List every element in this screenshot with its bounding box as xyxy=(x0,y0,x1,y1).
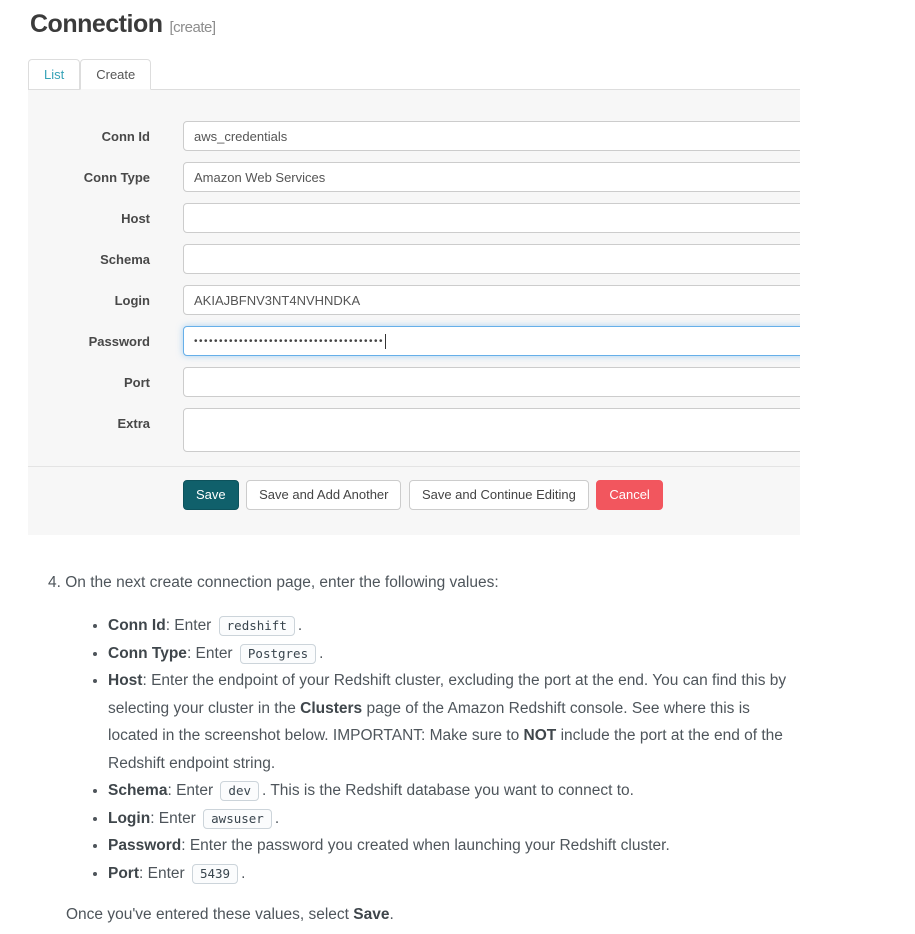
host-input[interactable] xyxy=(183,203,800,233)
port-label: Port xyxy=(124,375,150,390)
save-and-continue-editing-button[interactable]: Save and Continue Editing xyxy=(409,480,589,510)
cancel-button[interactable]: Cancel xyxy=(596,480,662,510)
airflow-connection-screenshot xyxy=(28,0,800,535)
conn-type-label: Conn Type xyxy=(83,170,150,185)
create-connection-form xyxy=(28,90,800,535)
page-title-suffix: [create] xyxy=(169,19,216,36)
form-row xyxy=(28,162,800,192)
tab-list-label: List xyxy=(44,67,65,82)
form-row xyxy=(28,203,800,233)
form-row xyxy=(28,408,800,452)
list-item-host: • Host: Enter the endpoint of your Redshift cluster, excluding the port at the end. You can find this by selecting your cluster in the Clusters page of the Amazon Redshift console. See where this is located in the screenshot below. IMPORTANT: Make sure to NOT include the port at the end of the Redshift endpoint string. xyxy=(108,667,798,777)
extra-label: Extra xyxy=(117,416,150,431)
form-row xyxy=(28,326,800,356)
values-list xyxy=(48,612,798,887)
inline-code-5439: 5439 xyxy=(192,864,238,884)
tab-list[interactable] xyxy=(28,59,80,89)
page-title-text: Connection xyxy=(30,10,163,38)
schema-input[interactable] xyxy=(183,244,800,274)
password-masked-value: •••••••••••••••••••••••••••••••••••••• xyxy=(194,335,385,347)
host-label: Host xyxy=(121,211,150,226)
list-item-conn-type: • Conn Type: Enter Postgres . xyxy=(108,640,798,668)
form-row xyxy=(28,285,800,315)
list-item-conn-id: • Conn Id: Enter redshift . xyxy=(108,612,798,640)
login-label: Login xyxy=(114,293,150,308)
conn-type-input[interactable] xyxy=(183,162,800,192)
tab-bar xyxy=(28,60,800,90)
port-input[interactable] xyxy=(183,367,800,397)
closing-text: Once you've entered these values, select Save. xyxy=(66,906,394,923)
list-item-password: • Password: Enter the password you created when launching your Redshift cluster. xyxy=(108,832,798,860)
form-row xyxy=(28,367,800,397)
list-item-port: • Port: Enter 5439 . xyxy=(108,860,798,888)
inline-code-redshift: redshift xyxy=(219,616,295,636)
conn-id-label: Conn Id xyxy=(101,129,150,144)
inline-code-awsuser: awsuser xyxy=(203,809,272,829)
text-cursor xyxy=(385,334,386,349)
tutorial-text xyxy=(48,570,798,928)
password-input[interactable] xyxy=(183,326,800,356)
extra-textarea[interactable] xyxy=(183,408,800,452)
inline-code-dev: dev xyxy=(220,781,259,801)
schema-label: Schema xyxy=(100,252,150,267)
inline-code-postgres: Postgres xyxy=(240,644,316,664)
save-and-add-another-button[interactable]: Save and Add Another xyxy=(246,480,401,510)
tab-create[interactable] xyxy=(80,59,151,90)
list-item-schema: • Schema: Enter dev . This is the Redshift database you want to connect to. xyxy=(108,777,798,805)
conn-id-input[interactable] xyxy=(183,121,800,151)
password-label: Password xyxy=(88,334,150,349)
save-button[interactable]: Save xyxy=(183,480,239,510)
step-4-text: 4. On the next create connection page, enter the following values: xyxy=(48,574,499,591)
login-input[interactable] xyxy=(183,285,800,315)
form-row xyxy=(28,244,800,274)
form-buttons xyxy=(28,466,800,535)
page-title xyxy=(28,0,800,60)
list-item-login: • Login: Enter awsuser . xyxy=(108,805,798,833)
tab-create-label: Create xyxy=(96,67,136,82)
form-row xyxy=(28,121,800,151)
